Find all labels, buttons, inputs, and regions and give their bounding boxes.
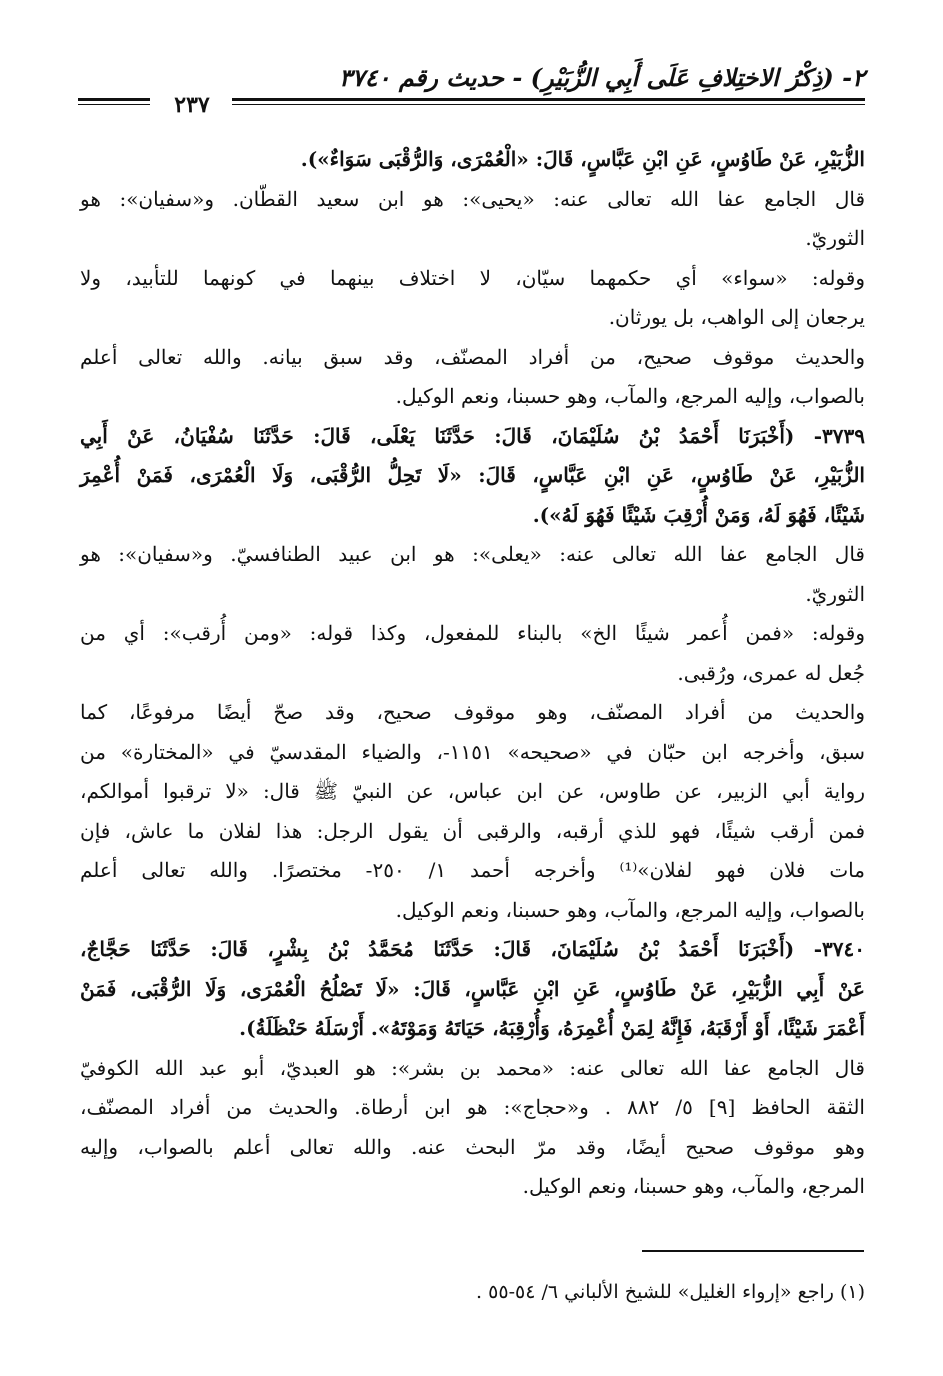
paragraph	[80, 930, 865, 1049]
text-line: بالصواب، وإليه المرجع، والمآب، وهو حسبنا، ونعم الوكيل.	[395, 897, 865, 922]
footnote: (١) راجع «إرواء الغليل» للشيخ الألباني ٦/ ٥٤-٥٥ .	[476, 1281, 865, 1303]
text-line: جُعل له عمرى، ورُقبى.	[677, 660, 865, 685]
text-line: قال الجامع عفا الله تعالى عنه: «يحيى»: هو ابن سعيد القطّان. و«سفيان»: هو	[80, 186, 865, 211]
text-line: يرجعان إلى الواهب، بل يورثان.	[608, 305, 865, 329]
text-line: أَعْمَرَ شَيْئًا، أَوْ أَرْقَبَهُ، فَإِنَّهُ لِمَنْ أُعْمِرَهُ، وَأُرْقِبَهُ، حَيَاتَهُ وَمَوْتَهُ». أَرْسَلَهُ حَنْظَلَةُ).	[239, 1016, 865, 1040]
text-line: الزُّبَيْرِ، عَنْ طَاوُسٍ، عَنِ ابْنِ عَبَّاسٍ، قَالَ: «الْعُمْرَى، وَالرُّقْبَى سَوَاءٌ»).	[300, 147, 865, 171]
header-rule-left	[78, 98, 150, 105]
page-number: ٢٣٧	[174, 92, 210, 118]
paragraph	[80, 535, 865, 614]
text-line: والحديث موقوف صحيح، من أفراد المصنّف، وقد سبق بيانه. والله تعالى أعلم	[80, 344, 865, 369]
text-line: الثوريّ.	[805, 226, 865, 250]
text-line: الثوريّ.	[805, 581, 865, 606]
paragraph	[80, 693, 865, 930]
text-line: شَيْئًا، فَهُوَ لَهُ، وَمَنْ أُرْقِبَ شَيْئًا فَهُوَ لَهُ»).	[532, 502, 865, 527]
paragraph	[80, 180, 865, 259]
text-line: مات فلان فهو لفلان»⁽¹⁾ وأخرجه أحمد ١/ ٢٥٠- مختصرًا. والله تعالى أعلم	[80, 858, 865, 882]
header-rule	[232, 98, 865, 105]
body-text	[80, 140, 865, 1207]
paragraph	[80, 417, 865, 536]
text-line: سبق، وأخرجه ابن حبّان في «صحيحه» ١١٥١-، والضياء المقدسيّ في «المختارة» من	[80, 739, 865, 764]
running-header-title: ٢- (ذِكْرُ الاختِلافِ عَلَى أَبِي الزُّبَيْرِ) - حديث رقم ٣٧٤٠	[339, 63, 865, 92]
text-line: قال الجامع عفا الله تعالى عنه: «محمد بن بشر»: هو العبديّ، أبو عبد الله الكوفيّ	[80, 1055, 865, 1080]
text-line: المرجع، والمآب، وهو حسبنا، ونعم الوكيل.	[522, 1174, 865, 1198]
paragraph	[80, 1049, 865, 1207]
text-line: وهو موقوف صحيح أيضًا، وقد مرّ البحث عنه. والله تعالى أعلم بالصواب، وإليه	[80, 1134, 865, 1159]
text-line: رواية أبي الزبير، عن طاوس، عن ابن عباس، عن النبيّ ﷺ قال: «لا ترقبوا أموالكم،	[80, 779, 865, 803]
text-line: عَنْ أَبِي الزُّبَيْرِ، عَنْ طَاوُسٍ، عَنِ ابْنِ عَبَّاسٍ، قَالَ: «لَا تَصْلُحُ الْعُمْرَى، وَلَا الرُّقْبَى، فَمَنْ	[80, 976, 865, 1001]
paragraph	[80, 140, 865, 180]
text-line: الثقة الحافظ [٩] ٥/ ٨٨٢ . و«حجاج»: هو ابن أرطاة. والحديث من أفراد المصنّف،	[80, 1095, 865, 1119]
text-line: بالصواب، وإليه المرجع، والمآب، وهو حسبنا، ونعم الوكيل.	[395, 384, 865, 408]
text-line: الزُّبَيْرِ، عَنْ طَاوُسٍ، عَنِ ابْنِ عَبَّاسٍ، قَالَ: «لَا تَحِلُّ الرُّقْبَى، وَلَا الْعُمْرَى، فَمَنْ أُعْمِرَ	[80, 463, 865, 487]
text-line: قال الجامع عفا الله تعالى عنه: «يعلى»: هو ابن عبيد الطنافسيّ. و«سفيان»: هو	[80, 542, 865, 566]
text-line: وقوله: «سواء» أي حكمهما سيّان، لا اختلاف بينهما في كونهما للتأبيد، ولا	[80, 265, 865, 290]
text-line: ٣٧٣٩- (أَخْبَرَنَا أَحْمَدُ بْنُ سُلَيْمَانَ، قَالَ: حَدَّثَنَا يَعْلَى، قَالَ: حَدَّثَنَا سُفْيَانُ، عَنْ أَبِي	[80, 423, 865, 448]
text-line: ٣٧٤٠- (أَخْبَرَنَا أَحْمَدُ بْنُ سُلَيْمَانَ، قَالَ: حَدَّثَنَا مُحَمَّدُ بْنُ بِشْرٍ، قَالَ: حَدَّثَنَا حَجَّاجٌ،	[80, 937, 865, 961]
paragraph	[80, 614, 865, 693]
paragraph	[80, 338, 865, 417]
text-line: وقوله: «فمن أُعمر شيئًا الخ» بالبناء للمفعول، وكذا قوله: «ومن أُرقب»: أي من	[80, 621, 865, 645]
footnote-separator	[642, 1250, 864, 1252]
text-line: فمن أرقب شيئًا، فهو للذي أرقبه، والرقبى أن يقول الرجل: هذا لفلان ما عاش، فإن	[80, 818, 866, 843]
text-line: والحديث من أفراد المصنّف، وهو موقوف صحيح، وقد صحّ أيضًا مرفوعًا، كما	[80, 700, 865, 724]
paragraph	[80, 259, 865, 338]
